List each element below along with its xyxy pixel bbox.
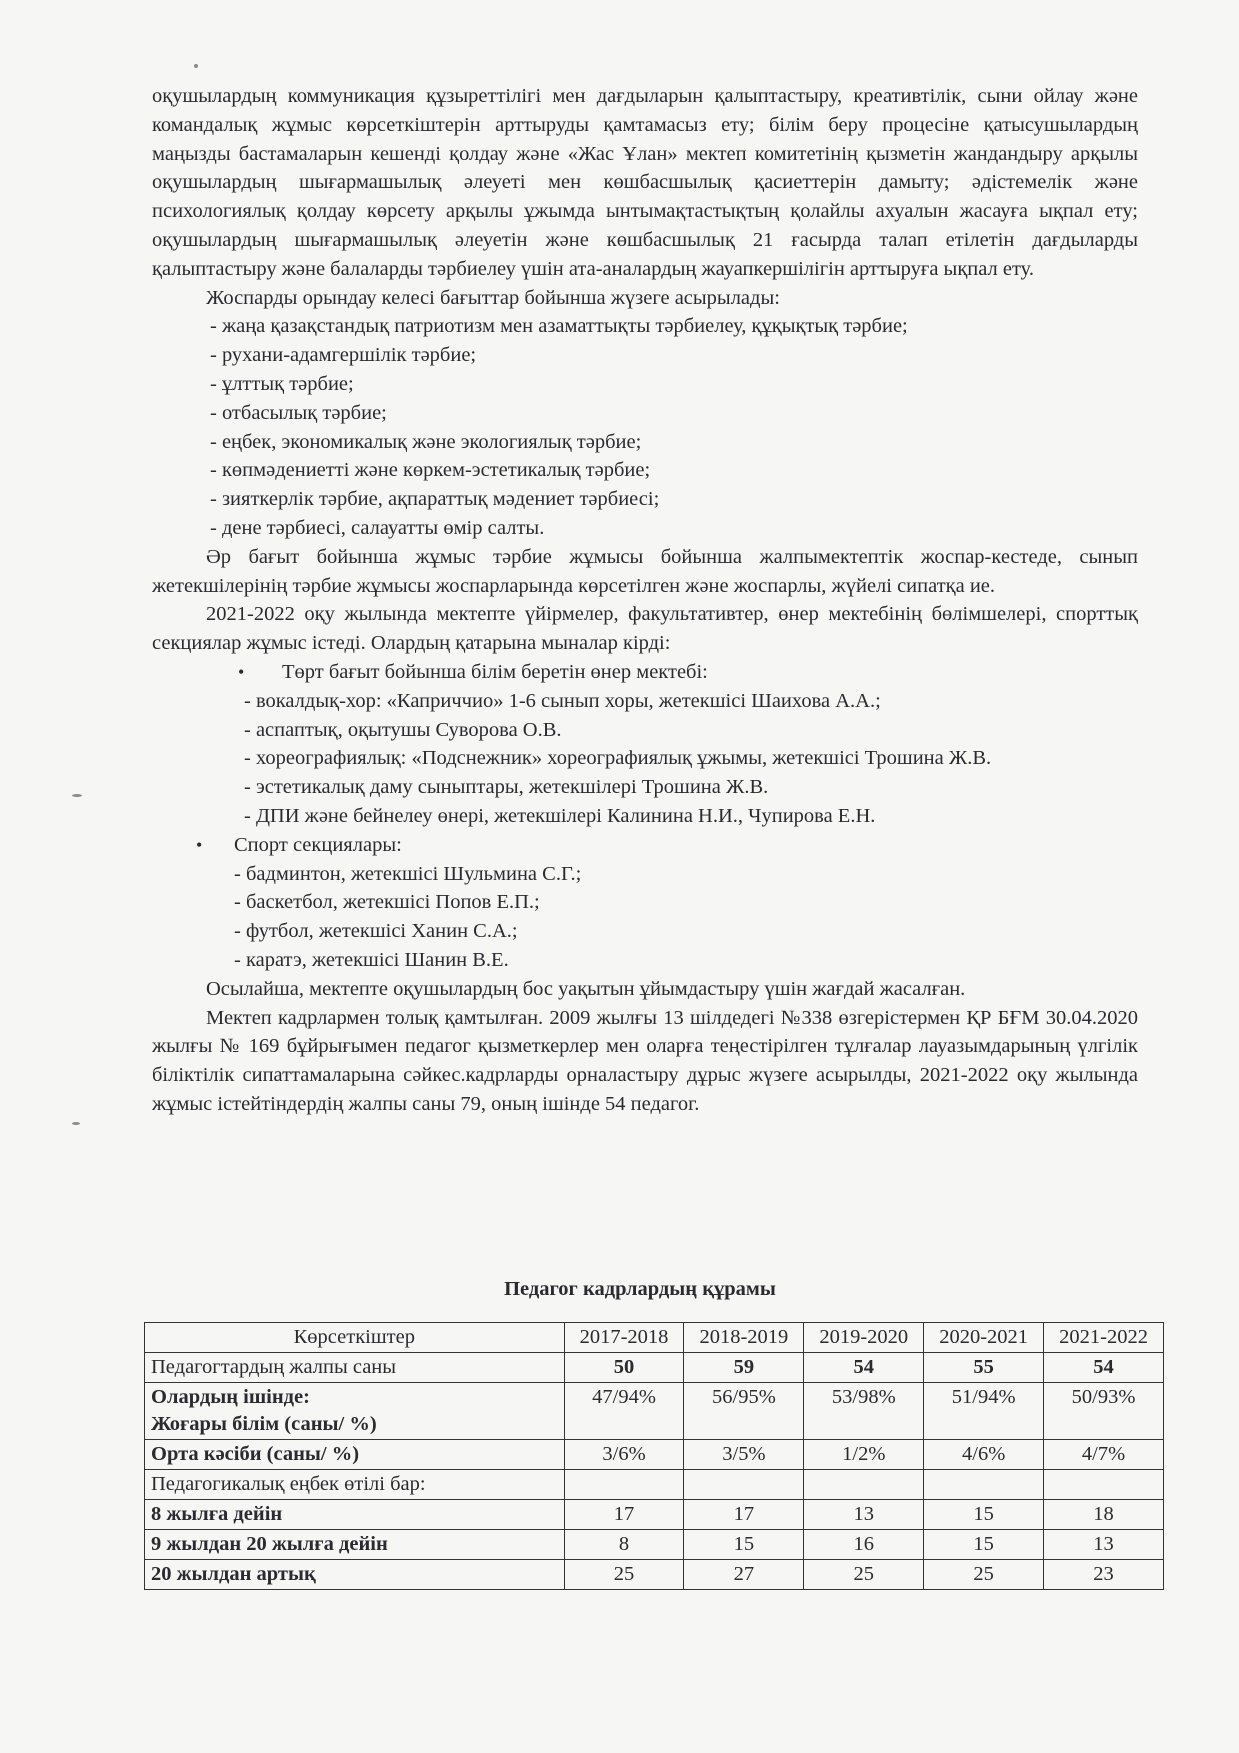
table-cell	[924, 1470, 1044, 1500]
table-cell	[804, 1470, 924, 1500]
art-school-title	[152, 658, 1138, 687]
table-cell: 55	[924, 1353, 1044, 1383]
list-item: - рухани-адамгершілік тәрбие;	[210, 344, 477, 367]
list-item: - баскетбол, жетекшісі Попов Е.П.;	[234, 891, 540, 914]
higher-label: Жоғары білім (саны/ %)	[151, 1413, 377, 1435]
table-cell: 56/95%	[684, 1383, 804, 1440]
table-header-row	[145, 1323, 1164, 1353]
table-header-cell: 2019-2020	[804, 1323, 924, 1353]
table-cell: 25	[924, 1560, 1044, 1590]
table-row	[145, 1470, 1164, 1500]
directions-list	[152, 312, 1138, 542]
table-cell: 47/94%	[564, 1383, 684, 1440]
clubs-intro: 2021-2022 оқу жылында мектепте үйірмелер, факультативтер, өнер мектебінің бөлімшелері, спорттық секциялар жұмыс істеді. Олардың қатарына мыналар кірді:	[152, 603, 1138, 655]
body-text	[152, 82, 1138, 1119]
table-cell: 3/6%	[564, 1440, 684, 1470]
list-item: - дене тәрбиесі, салауатты өмір салты.	[210, 516, 545, 539]
list-item: - ДПИ және бейнелеу өнері, жетекшілері Калинина Н.И., Чупирова Е.Н.	[244, 804, 876, 827]
table-row	[145, 1530, 1164, 1560]
row-label: 9 жылдан 20 жылға дейін	[145, 1530, 565, 1560]
table-title: Педагог кадрлардың құрамы	[504, 1278, 776, 1300]
table-cell: 17	[564, 1500, 684, 1530]
list-item: - отбасылық тәрбие;	[210, 401, 387, 424]
table-cell: 25	[564, 1560, 684, 1590]
table-cell: 8	[564, 1530, 684, 1560]
table-cell: 25	[804, 1560, 924, 1590]
table-cell: 59	[684, 1353, 804, 1383]
table-header-cell: Көрсеткіштер	[145, 1323, 565, 1353]
table-cell: 23	[1044, 1560, 1164, 1590]
row-label: 8 жылға дейін	[145, 1500, 565, 1530]
table-cell: 51/94%	[924, 1383, 1044, 1440]
table-cell: 50	[564, 1353, 684, 1383]
list-item: - аспаптық, оқытушы Суворова О.В.	[244, 718, 562, 741]
row-label: 20 жылдан артық	[145, 1560, 565, 1590]
table-row	[145, 1353, 1164, 1383]
table-cell: 13	[804, 1500, 924, 1530]
directions-intro: Жоспарды орындау келесі бағыттар бойынша жүзеге асырылады:	[206, 286, 780, 309]
list-item: - эстетикалық даму сыныптары, жетекшілері Трошина Ж.В.	[244, 776, 769, 799]
table-cell: 17	[684, 1500, 804, 1530]
table-cell: 15	[924, 1530, 1044, 1560]
list-item: - еңбек, экономикалық және экологиялық тәрбие;	[210, 430, 642, 453]
table-cell: 18	[1044, 1500, 1164, 1530]
list-item: - бадминтон, жетекшісі Шульмина С.Г.;	[234, 862, 582, 885]
staff-table	[144, 1322, 1164, 1590]
table-cell: 1/2%	[804, 1440, 924, 1470]
list-item: - зияткерлік тәрбие, ақпараттық мәдениет тәрбиесі;	[210, 488, 660, 511]
of-them-label: Олардың ішінде:	[151, 1386, 310, 1408]
row-label	[145, 1383, 565, 1440]
scan-speck	[72, 794, 82, 797]
art-school-title-text: Төрт бағыт бойынша білім беретін өнер мектебі:	[282, 660, 708, 683]
table-cell: 4/7%	[1044, 1440, 1164, 1470]
table-cell	[564, 1470, 684, 1500]
table-cell	[684, 1470, 804, 1500]
table-row	[145, 1500, 1164, 1530]
list-item: - хореографиялық: «Подснежник» хореографиялық ұжымы, жетекшісі Трошина Ж.В.	[244, 747, 992, 770]
table-cell: 50/93%	[1044, 1383, 1164, 1440]
table-header-cell: 2018-2019	[684, 1323, 804, 1353]
directions-summary: Әр бағыт бойынша жұмыс тәрбие жұмысы бойынша жалпымектептік жоспар-кестеде, сынып жетекшілерінің тәрбие жұмысы жоспарларында көрсетілген және жоспарлы, жүйелі сипатқа ие.	[152, 545, 1138, 597]
table-cell: 15	[684, 1530, 804, 1560]
list-item: - ұлттық тәрбие;	[210, 372, 354, 395]
scan-speck	[194, 64, 198, 68]
sport-title	[152, 831, 1138, 860]
conclusion-2: Мектеп кадрлармен толық қамтылған. 2009 жылғы 13 шілдедегі №338 өзгерістермен ҚР БҒМ 30.04.2020 жылғы № 169 бұйрығымен педагог қызметкерлер мен оларға теңестірілген тұлғалар лауазымдарының үлгілік біліктілік сипаттамаларына сәйкес.кадрларды орналастыру дұрыс жүзеге асырылды, 2021-2022 оқу жылында жұмыс істейтіндердің жалпы саны 79, оның ішінде 54 педагог.	[152, 1006, 1138, 1115]
table-cell: 3/5%	[684, 1440, 804, 1470]
row-label: Педагогикалық еңбек өтілі бар:	[145, 1470, 565, 1500]
bullet-icon: •	[196, 834, 203, 855]
table-header-cell: 2017-2018	[564, 1323, 684, 1353]
table-header-cell: 2020-2021	[924, 1323, 1044, 1353]
bullet-icon: •	[238, 661, 245, 682]
conclusion-1: Осылайша, мектепте оқушылардың бос уақытын ұйымдастыру үшін жағдай жасалған.	[206, 977, 966, 1000]
list-item: - көпмәдениетті және көркем-эстетикалық тәрбие;	[210, 459, 651, 482]
scan-speck	[72, 1122, 80, 1125]
sport-title-text: Спорт секциялары:	[234, 833, 402, 856]
table-cell	[1044, 1470, 1164, 1500]
intro-paragraph: оқушылардың коммуникация құзыреттілігі мен дағдыларын қалыптастыру, креативтілік, сыни ойлау және командалық жұмыс көрсеткіштерін арттыруды қамтамасыз ету; білім беру процесіне қатысушылардың маңызды бастамаларын кешенді қолдау және «Жас Ұлан» мектеп комитетінің қызметін жандандыру арқылы оқушылардың шығармашылық әлеуеті мен көшбасшылық қасиеттерін дамыту; әдістемелік және психологиялық қолдау көрсету арқылы ұжымда ынтымақтастықтың қолайлы ахуалын жасауға ықпал ету; оқушылардың шығармашылық әлеуетін және көшбасшылық 21 ғасырда талап етілетін дағдыларды қалыптастыру және балаларды тәрбиелеу үшін ата-аналардың жауапкершілігін арттыруға ықпал ету.	[152, 85, 1138, 280]
list-item: - вокалдық-хор: «Каприччио» 1-6 сынып хоры, жетекшісі Шаихова А.А.;	[244, 689, 881, 712]
table-cell: 16	[804, 1530, 924, 1560]
table-cell: 15	[924, 1500, 1044, 1530]
table-header-cell: 2021-2022	[1044, 1323, 1164, 1353]
list-item: - жаңа қазақстандық патриотизм мен азаматтықты тәрбиелеу, құқықтық тәрбие;	[210, 315, 908, 338]
table-cell: 13	[1044, 1530, 1164, 1560]
table-row	[145, 1560, 1164, 1590]
row-label: Педагогтардың жалпы саны	[145, 1353, 565, 1383]
table-cell: 27	[684, 1560, 804, 1590]
table-cell: 53/98%	[804, 1383, 924, 1440]
table-cell: 4/6%	[924, 1440, 1044, 1470]
list-item: - футбол, жетекшісі Ханин С.А.;	[234, 920, 518, 943]
table-row	[145, 1440, 1164, 1470]
table-row	[145, 1383, 1164, 1440]
table-cell: 54	[1044, 1353, 1164, 1383]
row-label: Орта кәсіби (саны/ %)	[145, 1440, 565, 1470]
list-item: - каратэ, жетекшісі Шанин В.Е.	[234, 948, 509, 971]
table-cell: 54	[804, 1353, 924, 1383]
